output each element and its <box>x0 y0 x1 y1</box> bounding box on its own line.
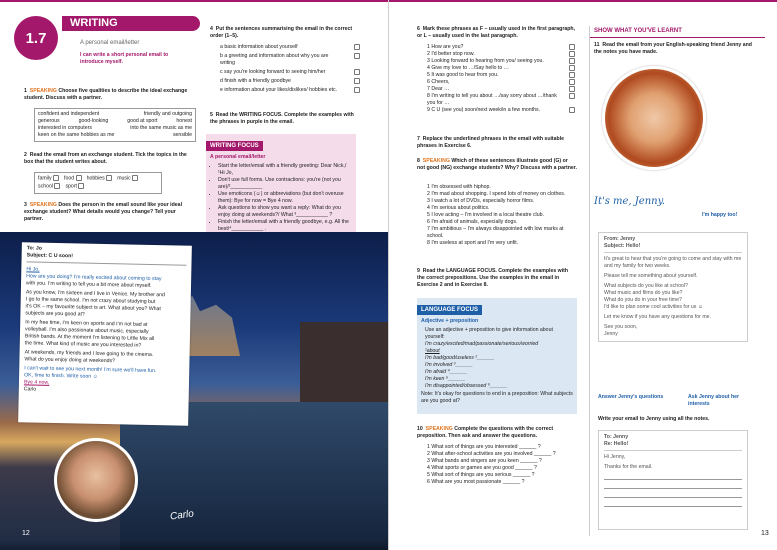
f-l-box[interactable] <box>569 72 575 78</box>
exercise-10-items: 1 What sort of things are you interested ______ ? 2 What after-school activities are you involved ______ ? 3 What bands and singers are you keen ______ ? 4 What sports or games are you good ______ ? 5 What sort of things are you serious ______ ? 6 What are you most passionate ______ ? <box>427 444 556 485</box>
subtitle: A personal email/letter <box>80 40 140 46</box>
language-focus-title: Adjective + preposition <box>421 318 479 324</box>
reply-email: To: Jenny Re: Hello! Hi Jenny, Thanks for the email. <box>598 430 748 530</box>
f-l-box[interactable] <box>569 51 575 57</box>
f-l-box[interactable] <box>569 44 575 50</box>
exercise-6-items: 1 How are you? 2 I'd better stop now. 3 Looking forward to hearing from you/ seeing you. 4 Give my love to …/Say hello to … 5 It was good to hear from you. 6 Cheers, 7 Dear … 8 I'm writing to tell you about …/say sorry about …/thank you for … 9 C U (see you) soon/next week/in a few months. <box>427 44 575 114</box>
exercise-6: 6 Mark these phrases as F – usually used in the first paragraph, or L – usually used in the last paragraph. <box>417 26 575 39</box>
f-l-box[interactable] <box>569 86 575 92</box>
exercise-8: 8 SPEAKING Which of these sentences illustrate good (G) or not good (NG) exchange students? Why? Discuss with a partner. <box>417 158 577 171</box>
f-l-box[interactable] <box>569 107 575 113</box>
carlo-email-card: To: Jo Subject: C U soon! Hi Jo, How are you doing? I'm really excited about coming to stay with you. I'm writing to tell you a bit more about myself. As you know, I'm sixteen and I live in Venice. My brother and I go to the same school. I'm not crazy about studying but it's OK – my favourite subject is art. What about you? What subjects are you good at? In my free time, I'm keen on sports and I'm not bad at volleyball. I'm also passionate about music, especially British bands. At the moment I'm listening to Little Mix all the time. What kind of music are you interested in? At weekends, my friends and I love going to the cinema. What do you enjoy doing at weekends? I can't wait to see you next month! I'm sure we'll have fun. OK, time to finish. Write soon ☺ Bye 4 now, Carlo <box>18 242 192 426</box>
exercise-2: 2 Read the email from an exchange student. Tick the topics in the box that the student writes about. <box>24 152 187 165</box>
page-number-13: 13 <box>761 530 769 537</box>
answer-line[interactable] <box>604 506 742 507</box>
exercise-4-items: a basic information about yourself b a greeting and information about why you are writing c say you're looking forward to seeing him/her d finish with a friendly goodbye e information about your likes/dislikes/ hobbies etc. <box>220 44 360 94</box>
carlo-caption: Carlo <box>169 508 195 523</box>
topic-checkbox[interactable] <box>132 175 138 181</box>
building-silhouette <box>300 322 388 402</box>
answer-line[interactable] <box>604 479 742 480</box>
topic-checkbox[interactable] <box>76 175 82 181</box>
jenny-portrait <box>602 66 706 170</box>
exercise-10: 10 SPEAKING Complete the questions with the correct preposition. Then ask and answer the questions. <box>417 426 554 439</box>
topic-checkbox[interactable] <box>106 175 112 181</box>
left-page <box>0 0 388 550</box>
email-subject: Subject: C U soon! <box>26 252 186 265</box>
order-box[interactable] <box>354 69 360 75</box>
topic-checkbox[interactable] <box>53 175 59 181</box>
f-l-box[interactable] <box>569 58 575 64</box>
note-ask-interests: Ask Jenny about her interests <box>688 394 740 407</box>
writing-focus-box: WRITING FOCUS A personal email/letter • Start the letter/email with a friendly greeting: Dear Nick,/¹Hi Jo, • Don't use full forms. Use contractions: you're (not you are)/²___________ • Use emoticons (☺) or abbreviations (but don't overuse them): Bye for now = Bye 4 now. • Ask questions to show you want a reply: What do you enjoy doing at weekends?/ What ³___________ ? • Finish the letter/email with a friendly goodbye, e.g. All the best/⁴___________ . <box>206 134 356 260</box>
show-what-learnt-panel: SHOW WHAT YOU'VE LEARNT 11 Read the email from your English-speaking friend Jenny and the notes you have made. It's me, Jenny. I'm happy too! From: Jenny Subject: Hello! It's great to hear that you're going to come and stay with me and my family for two weeks. Please tell me something about yourself. What subjects do you like at school? What music and films do you like? What do you do in your free time? I'd like to plan some cool activities for us ☺ Let me know if you have any questions for me. See you soon, Jenny Answer Jenny's questions Ask Jenny about her interests Write your email to Jenny using all the notes. To: Jenny Re: Hello! Hi Jenny, Thanks for the email. <box>589 26 765 536</box>
answer-line[interactable] <box>604 488 742 489</box>
show-head: SHOW WHAT YOU'VE LEARNT <box>590 26 765 38</box>
section-title-bar <box>62 16 200 31</box>
order-box[interactable] <box>354 78 360 84</box>
unit-number: 1.7 <box>25 29 47 47</box>
email-to: To: Jo <box>26 245 43 252</box>
f-l-box[interactable] <box>569 79 575 85</box>
qualities-box: confident and independent friendly and outgoing generous good-looking good at sport honest interested in computers into the same music as me keen on the same hobbies as me sensible <box>34 108 196 142</box>
jenny-signature: It's me, Jenny. <box>594 196 666 207</box>
order-box[interactable] <box>354 53 360 59</box>
section-title: WRITING <box>70 17 118 29</box>
exercise-3: 3 SPEAKING Does the person in the email sound like your ideal exchange student? What details would you change? Tell your partner. <box>24 202 183 222</box>
language-focus-head: LANGUAGE FOCUS <box>417 305 482 315</box>
f-l-box[interactable] <box>569 93 575 99</box>
unit-badge <box>14 16 58 60</box>
right-page <box>389 0 777 550</box>
can-do-statement: I can write a short personal email to introduce myself. <box>80 52 169 65</box>
f-l-box[interactable] <box>569 65 575 71</box>
exercise-9: 9 Read the LANGUAGE FOCUS. Complete the examples with the correct prepositions. Use the examples in the email in Exercise 2 and in Exercise 8. <box>417 268 569 288</box>
topic-checkbox[interactable] <box>78 183 84 189</box>
page-number-12: 12 <box>22 530 30 537</box>
exercise-8-items: 1 I'm obsessed with hiphop. 2 I'm mad about shopping. I spend lots of money on clothes. 3 I watch a lot of DVDs, especially horror films. 4 I'm serious about politics. 5 I love acting – I'm involved in a local theatre club. 6 I'm afraid of animals, especially dogs. 7 I'm ambitious – I'm always disappointed with low marks at school. 8 I'm useless at sport and I'm very unfit. <box>427 184 566 246</box>
bottom-shade <box>0 540 388 550</box>
exercise-1: 1 SPEAKING Choose five qualities to describe the ideal exchange student. Discuss with a partner. <box>24 88 188 101</box>
order-box[interactable] <box>354 44 360 50</box>
exercise-5: 5 Read the WRITING FOCUS. Complete the examples with the phrases in purple in the email. <box>210 112 354 125</box>
exercise-7: 7 Replace the underlined phrases in the email with suitable phrases in Exercise 6. <box>417 136 565 149</box>
note-happy-too: I'm happy too! <box>702 212 738 218</box>
write-instruction: Write your email to Jenny using all the notes. <box>598 416 710 422</box>
writing-focus-title: A personal email/letter <box>210 154 266 160</box>
top-rule-right <box>389 0 777 2</box>
writing-focus-head: WRITING FOCUS <box>206 141 263 151</box>
topics-box: family food hobbies music school sport <box>34 172 162 194</box>
jenny-email: From: Jenny Subject: Hello! It's great to hear that you're going to come and stay with me and my family for two weeks. Please tell me something about yourself. What subjects do you like at school? What music and films do you like? What do you do in your free time? I'd like to plan some cool activities for us ☺ Let me know if you have any questions for me. See you soon, Jenny <box>598 232 748 342</box>
note-answer-questions: Answer Jenny's questions <box>598 394 664 400</box>
carlo-portrait <box>54 438 138 522</box>
exercise-4: 4 Put the sentences summarising the email in the correct order (1–5). <box>210 26 353 39</box>
top-rule <box>0 0 388 2</box>
topic-checkbox[interactable] <box>54 183 60 189</box>
language-focus-box: LANGUAGE FOCUS Adjective + preposition Use an adjective + preposition to give information about yourself: I'm crazy/excited/mad/passionate/serious/worried ¹about I'm bad/good/useless ²______ I'm involved ³______ I'm afraid ⁴______ I'm keen ⁵______ I'm disappointed/obsessed ⁶______ Note: It's okay for questions to end in a preposition: What subjects are you good at? <box>417 298 577 414</box>
answer-line[interactable] <box>604 497 742 498</box>
order-box[interactable] <box>354 87 360 93</box>
